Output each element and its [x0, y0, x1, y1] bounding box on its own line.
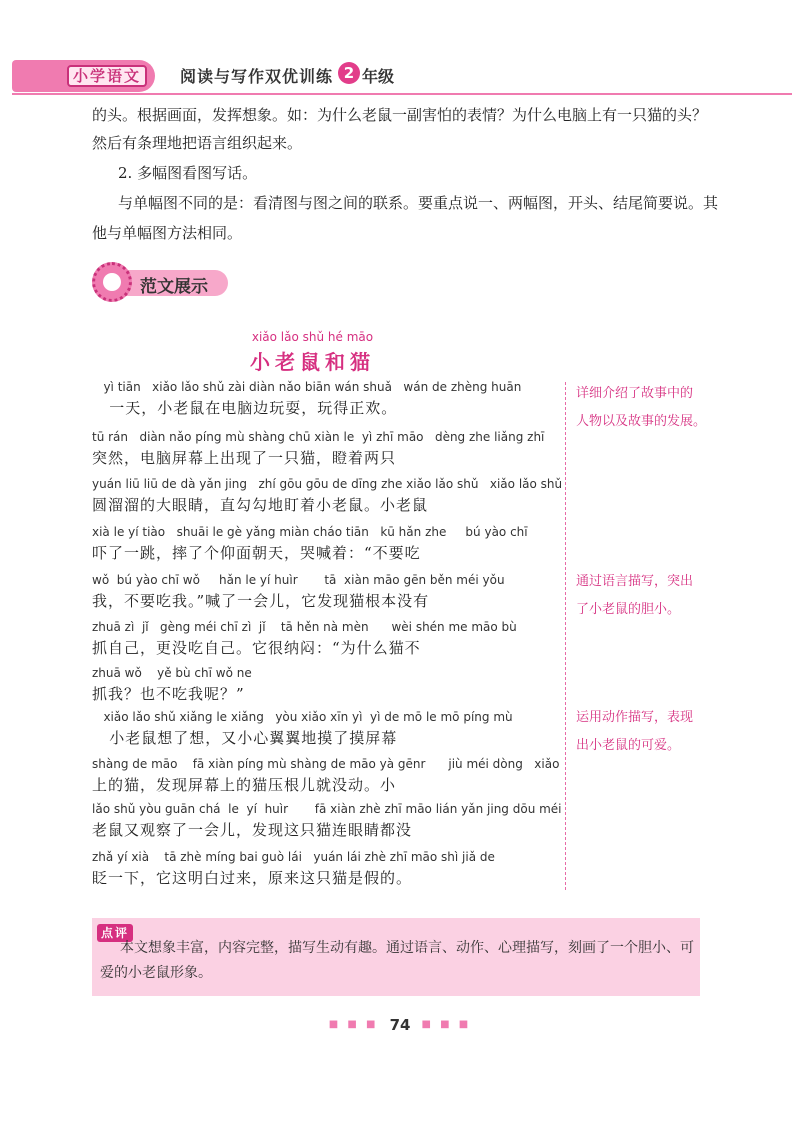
note-line: 详细介绍了故事中的	[576, 386, 694, 401]
story-title: 小老鼠和猫	[250, 350, 375, 374]
pinyin: xià le yí tiào shuāi le gè yǎng miàn cháo tiān kū hǎn zhe bú yào chī	[92, 525, 528, 539]
intro-line-2: 然后有条理地把语言组织起来。	[92, 134, 303, 152]
hanzi: 抓我？也不吃我呢？”	[92, 685, 245, 703]
hanzi: 上的猫，发现屏幕上的猫压根儿就没动。小	[92, 776, 397, 794]
pinyin: zhuā zì jǐ gèng méi chī zì jǐ tā hěn nà mèn wèi shén me māo bù	[92, 620, 517, 634]
pinyin: tū rán diàn nǎo píng mù shàng chū xiàn le yì zhī māo dèng zhe liǎng zhī	[92, 430, 545, 444]
pinyin: yì tiān xiǎo lǎo shǔ zài diàn nǎo biān wán shuǎ wán de zhèng huān	[92, 380, 522, 394]
pinyin: wǒ bú yào chī wǒ hǎn le yí huìr tā xiàn māo gēn běn méi yǒu	[92, 573, 505, 587]
decorative-dots: ■ ■ ■	[421, 1019, 472, 1030]
pinyin: zhuā wǒ yě bù chī wǒ ne	[92, 666, 252, 680]
pinyin: lǎo shǔ yòu guān chá le yí huìr fā xiàn zhè zhī māo lián yǎn jing dōu méi	[92, 802, 562, 816]
margin-note-3	[576, 706, 716, 758]
pinyin: shàng de māo fā xiàn píng mù shàng de māo yà gēnr jiù méi dòng xiǎo	[92, 757, 560, 771]
book-title: 阅读与写作双优训练	[180, 67, 334, 86]
comment-tag: 点评	[97, 924, 133, 942]
comment-text: 本文想象丰富，内容完整，描写生动有趣。通过语言、动作、心理描写，刻画了一个胆小、可爱的小老鼠形象。	[100, 940, 694, 981]
hanzi: 圆溜溜的大眼睛，直勾勾地盯着小老鼠。小老鼠	[92, 496, 429, 514]
flower-icon	[92, 262, 132, 302]
note-line: 了小老鼠的胆小。	[576, 602, 681, 617]
pinyin: yuán liū liū de dà yǎn jing zhí gōu gōu de dīng zhe xiǎo lǎo shǔ xiǎo lǎo shǔ	[92, 477, 563, 491]
hanzi: 老鼠又观察了一会儿，发现这只猫连眼睛都没	[92, 821, 413, 839]
hanzi: 我，不要吃我。”喊了一会儿，它发现猫根本没有	[92, 592, 430, 610]
margin-note-2	[576, 570, 716, 622]
page-footer	[0, 1014, 800, 1034]
intro-line-3: 与单幅图不同的是：看清图与图之间的联系。要重点说一、两幅图，开头、结尾简要说。其	[118, 194, 719, 212]
hanzi: 突然，电脑屏幕上出现了一只猫，瞪着两只	[92, 449, 397, 467]
note-line: 通过语言描写，突出	[576, 574, 694, 589]
hanzi: 小老鼠想了想，又小心翼翼地摸了摸屏幕	[92, 729, 398, 747]
comment-box	[92, 918, 700, 996]
note-line: 出小老鼠的可爱。	[576, 738, 681, 753]
section-label	[92, 262, 232, 302]
page-header	[0, 58, 800, 96]
grade-label: 年级	[362, 67, 395, 86]
intro-heading-2: 2. 多幅图看图写话。	[118, 164, 258, 182]
section-label-text: 范文展示	[140, 277, 208, 297]
decorative-dots: ■ ■ ■	[328, 1019, 379, 1030]
note-line: 人物以及故事的发展。	[576, 414, 707, 429]
hanzi: 吓了一跳，摔了个仰面朝天，哭喊着：“不要吃	[92, 544, 421, 562]
header-divider	[12, 93, 792, 95]
margin-note-1	[576, 382, 716, 434]
hanzi: 抓自己，更没吃自己。它很纳闷：“为什么猫不	[92, 639, 421, 657]
page-number: 74	[389, 1015, 411, 1034]
pinyin: xiǎo lǎo shǔ xiǎng le xiǎng yòu xiǎo xīn yì yì de mō le mō píng mù	[92, 710, 513, 724]
intro-line-1: 的头。根据画面，发挥想象。如：为什么老鼠一副害怕的表情？为什么电脑上有一只猫的头？	[92, 106, 708, 124]
story-title-pinyin: xiǎo lǎo shǔ hé māo	[251, 330, 374, 344]
pinyin: zhǎ yí xià tā zhè míng bai guò lái yuán lái zhè zhī māo shì jiǎ de	[92, 850, 495, 864]
subject-badge: 小学语文	[67, 65, 147, 87]
grade-number: 2	[338, 62, 360, 84]
margin-divider	[565, 382, 566, 890]
note-line: 运用动作描写，表现	[576, 710, 694, 725]
hanzi: 眨一下，它这明白过来，原来这只猫是假的。	[92, 869, 413, 887]
header-tab	[12, 60, 155, 92]
intro-line-4: 他与单幅图方法相同。	[92, 224, 243, 242]
hanzi: 一天，小老鼠在电脑边玩耍，玩得正欢。	[92, 399, 398, 417]
